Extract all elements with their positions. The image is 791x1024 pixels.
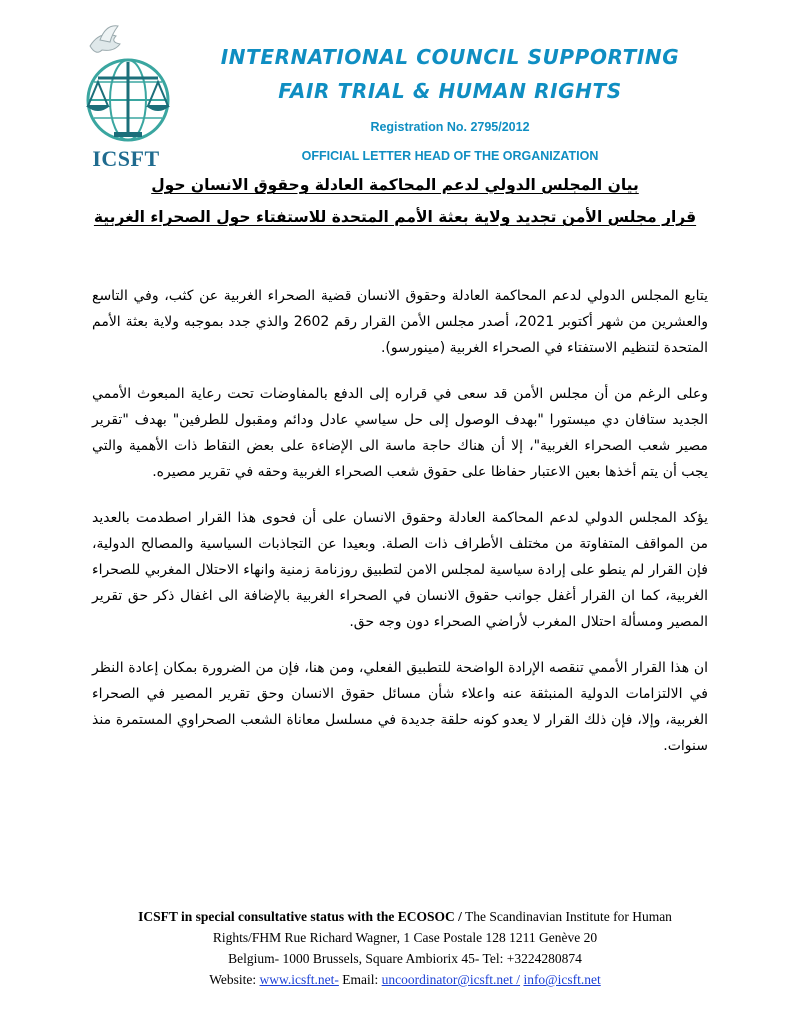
footer-status-rest: The Scandinavian Institute for Human	[461, 909, 672, 924]
body-paragraph: ان هذا القرار الأممي تنقصه الإرادة الواضحة للتطبيق الفعلي، ومن هنا، فإن من الضرورة بمكان إعادة النظر في الالتزامات الدولية المنبثقة عنه واعلاء شأن مسائل حقوق الانسان وحق تقرير المصير في الصحراء الغربية، وإلا، فإن ذلك القرار لا يعدو كونه حلقة جديدة في مسلسل معاناة الشعب الصحراوي المستمرة منذ سنوات.	[92, 660, 708, 754]
official-letterhead-label: OFFICIAL LETTER HEAD OF THE ORGANIZATION	[301, 149, 599, 163]
footer	[60, 906, 750, 990]
statement-heading-line1: بيان المجلس الدولي لدعم المحاكمة العادلة وحقوق الانسان حول	[151, 176, 639, 194]
organization-logo	[70, 22, 182, 172]
footer-address-line: Rights/FHM Rue Richard Wagner, 1 Case Postale 128 1211 Genève 20	[212, 930, 598, 945]
email-link-uncoordinator[interactable]: uncoordinator@icsft.net /	[381, 972, 521, 987]
email-link-info[interactable]: info@icsft.net	[523, 972, 601, 987]
body-paragraph: يتابع المجلس الدولي لدعم المحاكمة العادلة وحقوق الانسان قضية الصحراء الغربية عن كثب، وفي التاسع والعشرين من شهر أكتوبر 2021، أصدر مجلس الأمن القرار رقم 2602 والذي جدد بموجبه ولاية بعثة الأمم المتحدة لتنظيم الاستفتاء في الصحراء الغربية (مينورسو).	[92, 288, 708, 356]
logo-acronym: ICSFT	[92, 146, 160, 171]
footer-contact-line: Belgium- 1000 Brussels, Square Ambiorix 45- Tel: +3224280874	[228, 951, 582, 966]
footer-status-bold: ICSFT in special consultative status with the ECOSOC /	[138, 909, 462, 924]
footer-links-line	[60, 969, 750, 990]
organization-name-line2: FAIR TRIAL & HUMAN RIGHTS	[278, 79, 622, 103]
body-paragraph: وعلى الرغم من أن مجلس الأمن قد سعى في قراره إلى الدفع بالمفاوضات تحت رعاية المبعوث الأممي الجديد ستافان دي ميستورا "بهدف الوصول إلى حل سياسي عادل ودائم ومقبول للطرفين" بهدف "تقرير مصير شعب الصحراء الغربية"، إلا أن هناك حاجة ماسة الى الإضاءة على بعض النقاط ذات الأهمية والتي يجب أن يتم أخذها بعين الاعتبار حفاظا على حقوق شعب الصحراء الغربية وحقه في تقرير مصيره.	[92, 386, 708, 480]
scales-globe-dove-icon	[70, 22, 182, 148]
organization-name-line1: INTERNATIONAL COUNCIL SUPPORTING	[220, 45, 680, 69]
registration-number: Registration No. 2795/2012	[370, 120, 530, 134]
email-label: Email:	[338, 972, 382, 987]
footer-status-line	[60, 906, 750, 927]
website-link[interactable]: www.icsft.net-	[259, 972, 339, 987]
body-paragraph: يؤكد المجلس الدولي لدعم المحاكمة العادلة وحقوق الانسان على أن فحوى هذا القرار اصطدمت بالعديد من المواقف المتفاوتة من مختلف الأطراف ذات الصلة. وبعيدا عن التجاذبات السياسية والمصالح الدولية، فإن القرار لم ينطو على إرادة سياسية لمجلس الامن لتطبيق روزنامة زمنية وانهاء الاحتلال المغربي للصحراء الغربية، كما ان القرار أغفل جوانب حقوق الانسان في الصحراء الغربية بالإضافة الى اغفال ذكر حق تقرير المصير ومسألة احتلال المغرب لأراضي الصحراء دون وجه حق.	[92, 510, 708, 630]
statement-body	[92, 283, 708, 779]
website-label: Website:	[209, 972, 260, 987]
statement-heading-line2: قرار مجلس الأمن تجديد ولاية بعثة الأمم المتحدة للاستفتاء حول الصحراء الغربية	[93, 208, 697, 226]
